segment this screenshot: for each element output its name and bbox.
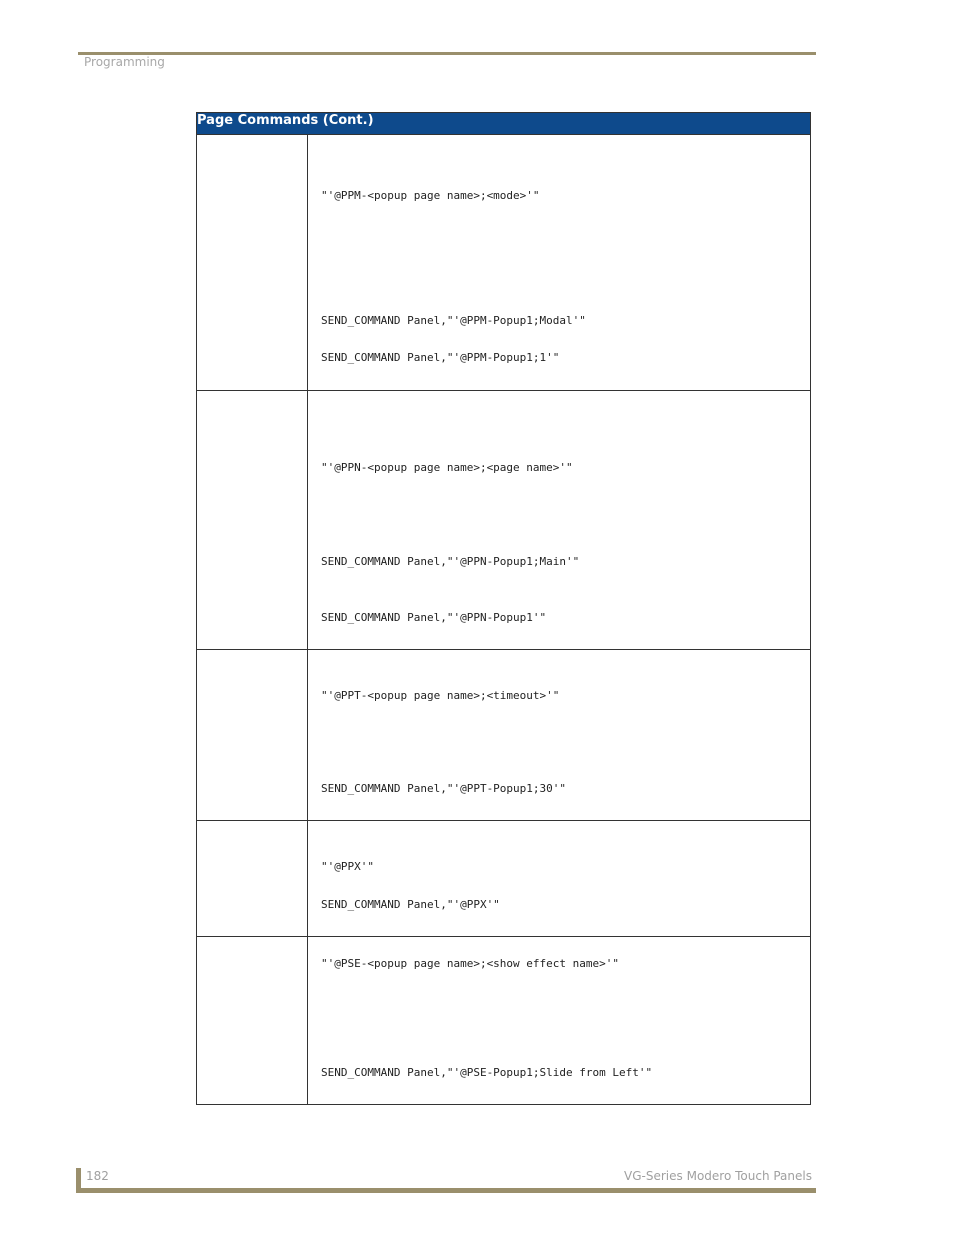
syntax-line: "'@PPN-<popup page name>;<page name>'" (321, 461, 573, 474)
footer-rule (76, 1188, 816, 1193)
command-detail-cell (308, 391, 811, 650)
header-rule (78, 52, 816, 55)
table-row (197, 821, 811, 937)
example-line: SEND_COMMAND Panel,"'@PSE-Popup1;Slide from Left'" (321, 1066, 653, 1079)
syntax-line: "'@PPT-<popup page name>;<timeout>'" (321, 689, 560, 702)
table-row (197, 650, 811, 821)
table-row (197, 391, 811, 650)
table-row (197, 937, 811, 1105)
table-row (197, 135, 811, 391)
command-detail-cell (308, 937, 811, 1105)
example-line: SEND_COMMAND Panel,"'@PPT-Popup1;30'" (321, 782, 567, 795)
page-commands-table (196, 112, 811, 1105)
syntax-line: "'@PSE-<popup page name>;<show effect name>'" (321, 957, 620, 970)
example-line: SEND_COMMAND Panel,"'@PPX'" (321, 898, 500, 911)
syntax-line: "'@PPM-<popup page name>;<mode>'" (321, 189, 540, 202)
syntax-line: "'@PPX'" (321, 860, 374, 873)
page-number: 182 (86, 1169, 109, 1183)
command-name-cell (197, 650, 308, 821)
table-header-row (197, 113, 811, 135)
example-line: SEND_COMMAND Panel,"'@PPM-Popup1;Modal'" (321, 314, 586, 327)
command-name-cell (197, 391, 308, 650)
command-name-cell (197, 135, 308, 391)
command-detail-cell (308, 821, 811, 937)
example-line: SEND_COMMAND Panel,"'@PPN-Popup1;Main'" (321, 555, 580, 568)
section-label: Programming (84, 55, 165, 69)
example-line: SEND_COMMAND Panel,"'@PPM-Popup1;1'" (321, 351, 560, 364)
command-detail-cell (308, 135, 811, 391)
table-title: Page Commands (Cont.) (197, 113, 811, 135)
example-line: SEND_COMMAND Panel,"'@PPN-Popup1'" (321, 611, 547, 624)
command-detail-cell (308, 650, 811, 821)
command-name-cell (197, 937, 308, 1105)
command-name-cell (197, 821, 308, 937)
document-title: VG-Series Modero Touch Panels (624, 1169, 812, 1183)
